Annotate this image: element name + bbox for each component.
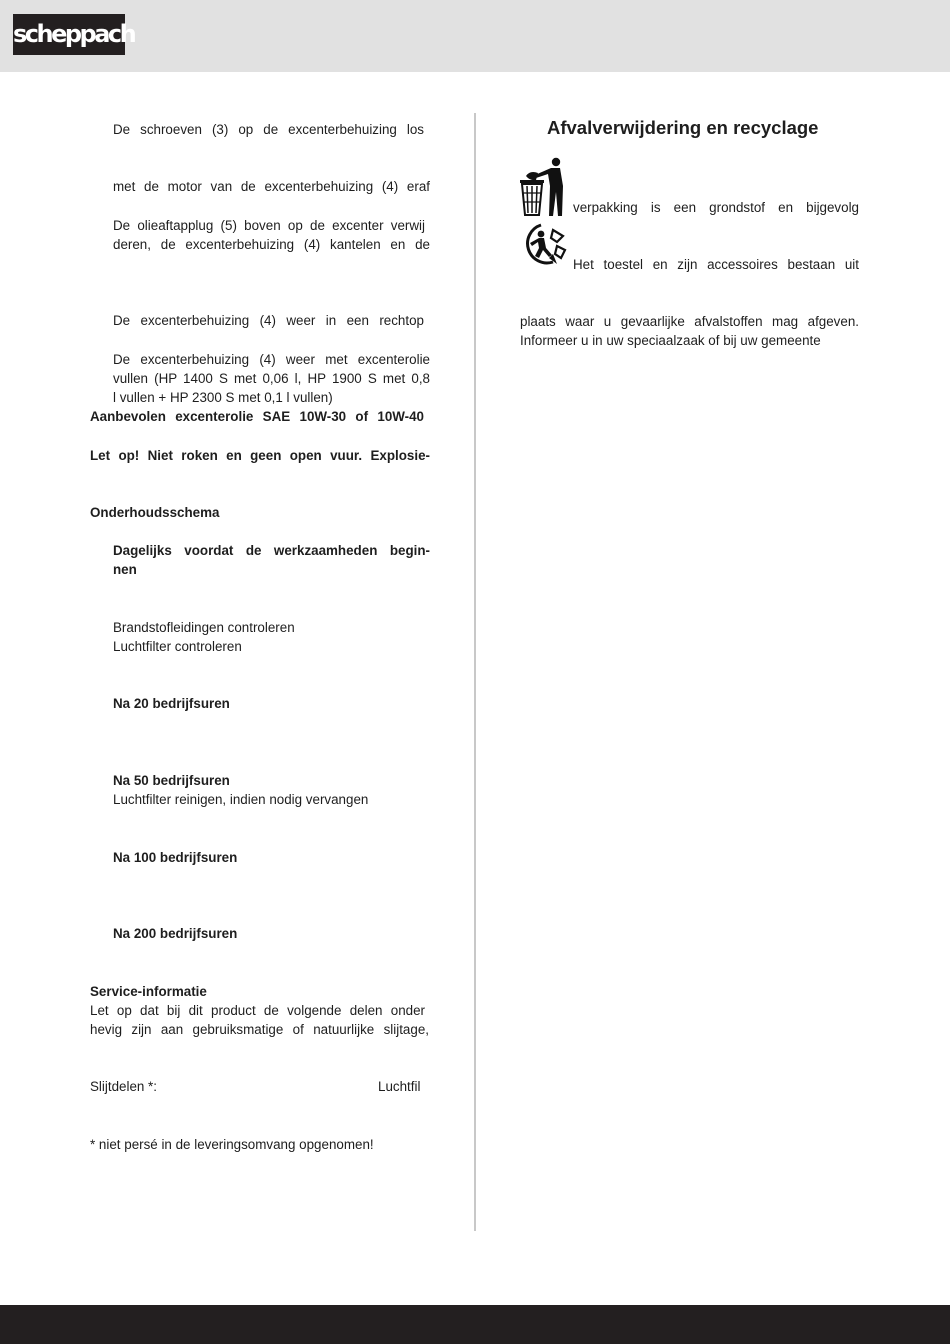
text-line: De schroeven (3) op de excenterbehuizing los <box>113 122 424 137</box>
wear-parts-value: Luchtfil <box>378 1079 421 1094</box>
text-line: De excenterbehuizing (4) weer in een rechtop <box>113 313 424 328</box>
daily-heading: Dagelijks voordat de werkzaamheden begin- <box>113 543 430 558</box>
text-line: hevig zijn aan gebruiksmatige of natuurlijke slijtage, <box>90 1022 429 1037</box>
page-footer <box>0 1305 950 1344</box>
text-line: deren, de excenterbehuizing (4) kantelen en de <box>113 237 430 252</box>
text-line: Het toestel en zijn accessoires bestaan uit <box>573 257 859 272</box>
recycling-person-icon <box>519 222 567 266</box>
text-line: verpakking is een grondstof en bijgevolg <box>573 200 859 215</box>
maintenance-item: Luchtfilter controleren <box>113 639 242 654</box>
page-header <box>0 0 950 72</box>
interval-heading-200: Na 200 bedrijfsuren <box>113 926 238 941</box>
text-line: vullen (HP 1400 S met 0,06 l, HP 1900 S met 0,8 <box>113 371 430 386</box>
scheppach-logo: scheppach <box>13 14 125 55</box>
text-line: l vullen + HP 2300 S met 0,1 l vullen) <box>113 390 333 405</box>
maintenance-item: Luchtfilter reinigen, indien nodig vervangen <box>113 792 369 807</box>
column-divider <box>474 113 476 1231</box>
recommended-oil-note: Aanbevolen excenterolie SAE 10W-30 of 10W-40 <box>90 409 424 424</box>
text-line: Let op dat bij dit product de volgende delen onder <box>90 1003 425 1018</box>
daily-heading-cont: nen <box>113 562 137 577</box>
text-line: plaats waar u gevaarlijke afvalstoffen mag afgeven. <box>520 314 859 329</box>
text-line: De olieaftapplug (5) boven op de excenter verwij <box>113 218 425 233</box>
maintenance-heading: Onderhoudsschema <box>90 505 220 520</box>
interval-heading-100: Na 100 bedrijfsuren <box>113 850 238 865</box>
text-line: met de motor van de excenterbehuizing (4) eraf <box>113 179 430 194</box>
service-heading: Service-informatie <box>90 984 207 999</box>
section-heading: Afvalverwijdering en recyclage <box>547 117 819 138</box>
interval-heading-20: Na 20 bedrijfsuren <box>113 696 230 711</box>
text-line: Informeer u in uw speciaalzaak of bij uw gemeente <box>520 333 821 348</box>
interval-heading-50: Na 50 bedrijfsuren <box>113 773 230 788</box>
footnote: * niet persé in de leveringsomvang opgenomen! <box>90 1137 374 1152</box>
warning-note: Let op! Niet roken en geen open vuur. Explosie- <box>90 448 430 463</box>
waste-bin-icon <box>518 156 568 218</box>
maintenance-item: Brandstofleidingen controleren <box>113 620 295 635</box>
text-line: De excenterbehuizing (4) weer met excenterolie <box>113 352 430 367</box>
wear-parts-label: Slijtdelen *: <box>90 1079 157 1094</box>
